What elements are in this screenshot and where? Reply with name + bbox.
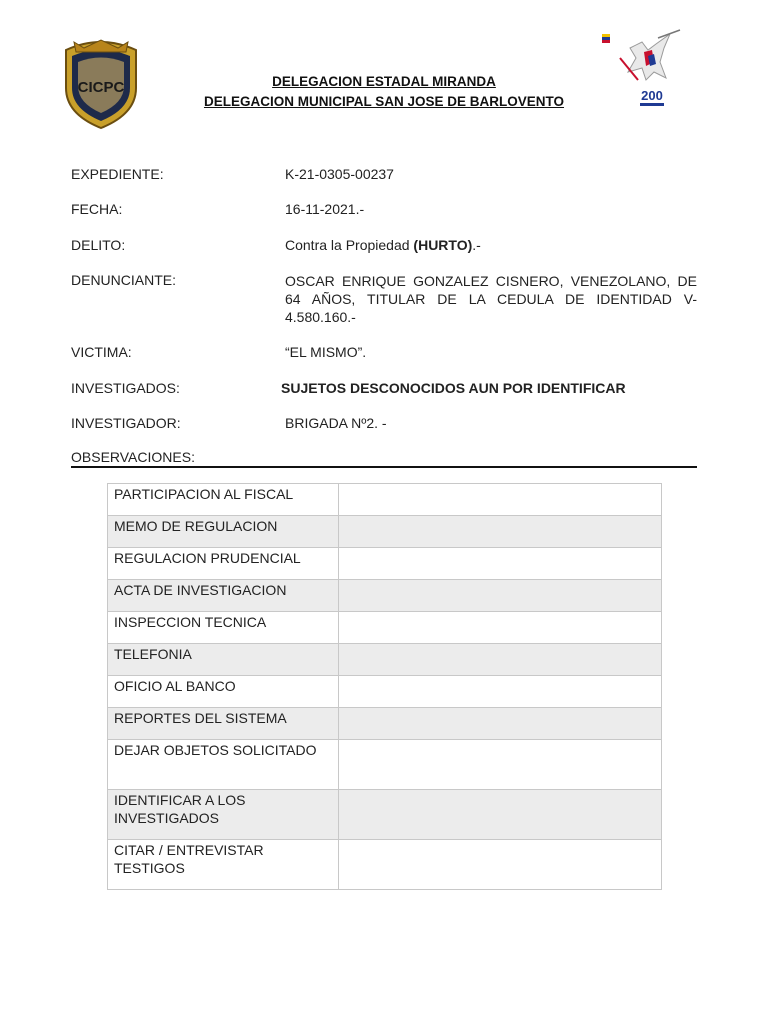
table-row xyxy=(108,548,662,580)
checklist-status-cell xyxy=(339,516,662,548)
checklist-item: DEJAR OBJETOS SOLICITADO xyxy=(108,740,339,790)
checklist-item: CITAR / ENTREVISTAR TESTIGOS xyxy=(108,840,339,890)
checklist-status-cell xyxy=(339,484,662,516)
checklist-item: INSPECCION TECNICA xyxy=(108,612,339,644)
delito-value-suffix: .- xyxy=(472,237,481,253)
observaciones-divider xyxy=(71,466,697,468)
checklist-status-cell xyxy=(339,740,662,790)
checklist-item: PARTICIPACION AL FISCAL xyxy=(108,484,339,516)
observaciones-label: OBSERVACIONES: xyxy=(71,449,195,465)
delito-value-bold: (HURTO) xyxy=(413,237,473,253)
delito-value xyxy=(285,237,481,253)
expediente-label: EXPEDIENTE: xyxy=(71,166,164,182)
header-line-1: DELEGACION ESTADAL MIRANDA xyxy=(272,74,496,89)
checklist-item: ACTA DE INVESTIGACION xyxy=(108,580,339,612)
investigados-label: INVESTIGADOS: xyxy=(71,380,180,396)
table-row xyxy=(108,580,662,612)
checklist-status-cell xyxy=(339,548,662,580)
checklist-status-cell xyxy=(339,644,662,676)
table-row xyxy=(108,708,662,740)
delito-value-prefix: Contra la Propiedad xyxy=(285,237,414,253)
logo-right-text: 200 xyxy=(641,88,663,103)
denunciante-value: OSCAR ENRIQUE GONZALEZ CISNERO, VENEZOLANO, DE 64 AÑOS, TITULAR DE LA CEDULA DE IDENTIDAD V-4.580.160.- xyxy=(285,273,697,325)
checklist-item: REPORTES DEL SISTEMA xyxy=(108,708,339,740)
victima-value: “EL MISMO”. xyxy=(285,344,367,360)
table-row xyxy=(108,612,662,644)
table-row xyxy=(108,840,662,890)
checklist-status-cell xyxy=(339,840,662,890)
checklist-item: TELEFONIA xyxy=(108,644,339,676)
checklist-status-cell xyxy=(339,676,662,708)
victima-label: VICTIMA: xyxy=(71,344,132,360)
table-row xyxy=(108,644,662,676)
fecha-label: FECHA: xyxy=(71,201,123,217)
delito-label: DELITO: xyxy=(71,237,126,253)
investigador-value: BRIGADA Nº2. - xyxy=(285,415,387,431)
fecha-value: 16-11-2021.- xyxy=(285,201,365,217)
document-header xyxy=(0,72,768,112)
observaciones-checklist-table xyxy=(107,483,662,890)
checklist-item: MEMO DE REGULACION xyxy=(108,516,339,548)
denunciante-label: DENUNCIANTE: xyxy=(71,272,177,288)
checklist-status-cell xyxy=(339,790,662,840)
investigador-label: INVESTIGADOR: xyxy=(71,415,181,431)
header-line-2: DELEGACION MUNICIPAL SAN JOSE DE BARLOVENTO xyxy=(203,94,565,109)
investigados-value: SUJETOS DESCONOCIDOS AUN POR IDENTIFICAR xyxy=(281,380,626,396)
checklist-item: REGULACION PRUDENCIAL xyxy=(108,548,339,580)
checklist-status-cell xyxy=(339,580,662,612)
checklist-status-cell xyxy=(339,612,662,644)
checklist-status-cell xyxy=(339,708,662,740)
table-row xyxy=(108,676,662,708)
expediente-value: K-21-0305-00237 xyxy=(285,166,394,182)
table-row xyxy=(108,516,662,548)
checklist-item: IDENTIFICAR A LOS INVESTIGADOS xyxy=(108,790,339,840)
table-row xyxy=(108,740,662,790)
logo-left-text: CICPC xyxy=(77,79,125,96)
table-row xyxy=(108,484,662,516)
table-row xyxy=(108,790,662,840)
checklist-item: OFICIO AL BANCO xyxy=(108,676,339,708)
